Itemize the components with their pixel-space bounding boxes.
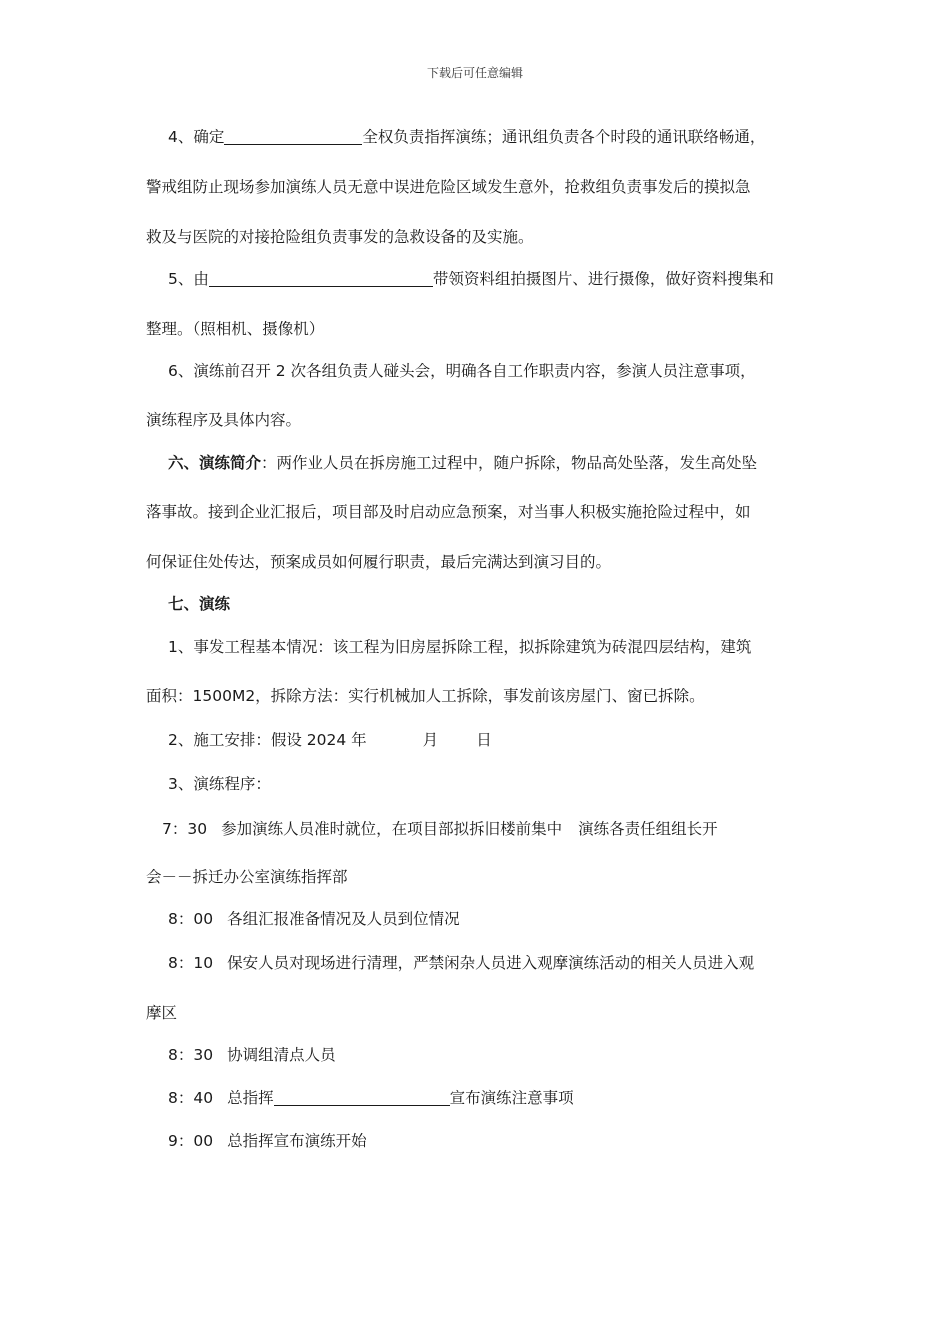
- blank-line: [274, 1089, 450, 1106]
- paragraph-line: 摩区: [146, 1004, 178, 1022]
- paragraph-line: 3、演练程序：: [168, 775, 271, 793]
- schedule-text: 演练各责任组组长开: [578, 820, 718, 838]
- schedule-time: 8：30: [168, 1046, 214, 1064]
- month-label: 月: [422, 731, 439, 749]
- schedule-text: 参加演练人员准时就位，在项目部拟拆旧楼前集中: [221, 820, 563, 838]
- section-6-text: ：两作业人员在拆房施工过程中，随户拆除，物品高处坠落，发生高处坠: [261, 454, 758, 472]
- schedule-time: 8：00: [168, 910, 214, 928]
- paragraph-line: [168, 126, 765, 148]
- schedule-text: 总指挥宣布演练开始: [227, 1132, 367, 1150]
- schedule-text: 总指挥: [227, 1089, 274, 1107]
- paragraph-line: [168, 729, 492, 751]
- schedule-row: [168, 1130, 367, 1152]
- blank-line: [224, 128, 362, 145]
- paragraph-line: 何保证住处传达，预案成员如何履行职责，最后完满达到演习目的。: [146, 553, 612, 571]
- schedule-time: 7：30: [162, 820, 208, 838]
- schedule-time: 8：10: [168, 954, 214, 972]
- item-5-text: 带领资料组拍摄图片、进行摄像，做好资料搜集和: [432, 270, 774, 288]
- paragraph-line: 会－－拆迁办公室演练指挥部: [146, 868, 348, 886]
- schedule-row: [168, 952, 754, 974]
- paragraph-line: 整理。（照相机、摄像机）: [146, 320, 325, 338]
- schedule-text: 保安人员对现场进行清理，严禁闲杂人员进入观摩演练活动的相关人员进入观: [227, 954, 755, 972]
- schedule-row: [168, 908, 460, 930]
- section-6-heading: 六、演练简介: [168, 454, 262, 472]
- page-header: 下载后可任意编辑: [426, 66, 523, 80]
- schedule-date-text: 2、施工安排：假设 2024 年: [168, 731, 367, 749]
- item-5-prefix: 5、由: [168, 270, 209, 288]
- item-4-text: 全权负责指挥演练；通讯组负责各个时段的通讯联络畅通，: [362, 128, 766, 146]
- day-label: 日: [476, 731, 492, 749]
- schedule-text: 各组汇报准备情况及人员到位情况: [227, 910, 460, 928]
- paragraph-line: 落事故。接到企业汇报后，项目部及时启动应急预案，对当事人积极实施抢险过程中，如: [146, 503, 751, 521]
- schedule-row: [162, 818, 718, 840]
- paragraph-line: [168, 452, 757, 474]
- blank-line: [209, 270, 433, 287]
- section-7-heading: 七、演练: [168, 595, 231, 613]
- schedule-row: [168, 1044, 336, 1066]
- paragraph-line: 6、演练前召开 2 次各组负责人碰头会，明确各自工作职责内容，参演人员注意事项，: [168, 362, 756, 380]
- schedule-time: 9：00: [168, 1132, 214, 1150]
- schedule-row: [168, 1087, 574, 1109]
- paragraph-line: 警戒组防止现场参加演练人员无意中误进危险区域发生意外，抢救组负责事发后的摸拟急: [146, 178, 751, 196]
- item-4-prefix: 4、确定: [168, 128, 225, 146]
- schedule-text: 宣布演练注意事项: [449, 1089, 574, 1107]
- paragraph-line: [168, 268, 774, 290]
- paragraph-line: 1、事发工程基本情况：该工程为旧房屋拆除工程，拟拆除建筑为砖混四层结构，建筑: [168, 638, 752, 656]
- schedule-text: 协调组清点人员: [227, 1046, 336, 1064]
- paragraph-line: 面积：1500M2，拆除方法：实行机械加人工拆除，事发前该房屋门、窗已拆除。: [146, 687, 705, 705]
- paragraph-line: 救及与医院的对接抢险组负责事发的急救设备的及实施。: [146, 228, 534, 246]
- paragraph-line: 演练程序及具体内容。: [146, 411, 302, 429]
- schedule-time: 8：40: [168, 1089, 214, 1107]
